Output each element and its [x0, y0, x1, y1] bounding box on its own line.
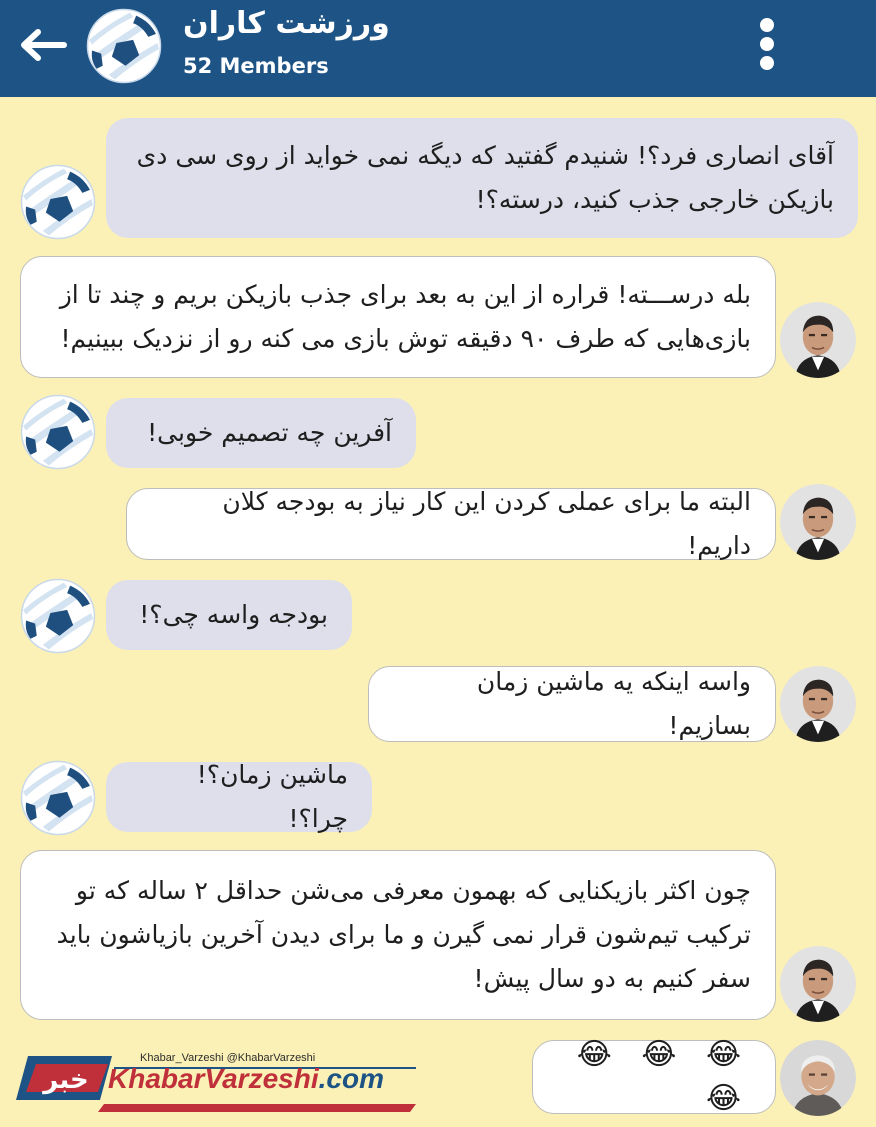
message-bubble: [106, 580, 352, 650]
logo-site-name: [108, 1063, 384, 1095]
coach-avatar: [780, 946, 856, 1022]
ball-avatar: [20, 394, 96, 470]
logo-site-domain: .com: [318, 1063, 384, 1094]
group-avatar[interactable]: [86, 8, 162, 84]
back-arrow-icon[interactable]: [18, 28, 68, 62]
member-count: 52 Members: [183, 54, 329, 78]
official-avatar: [780, 1040, 856, 1116]
more-options-icon[interactable]: [753, 18, 781, 76]
message-line: بازی‌هایی که طرف ۹۰ دقیقه توش بازی می کنه رو از نزدیک ببینیم!: [60, 324, 751, 353]
message-line: چون اکثر بازیکنایی که بهمون معرفی می‌شن حداقل ۲ ساله که تو: [75, 876, 751, 905]
logo-site-text: KhabarVarzeshi: [108, 1063, 319, 1094]
message-line: البته ما برای عملی کردن این کار نیاز به بودجه کلان داریم!: [222, 487, 751, 560]
emoji-reaction: 😂 😂 😂 😂: [576, 1037, 751, 1116]
message-bubble: [20, 256, 776, 378]
logo-mark: خبر: [43, 1065, 89, 1095]
logo-social-handles: Khabar_Varzeshi @KhabarVarzeshi: [140, 1052, 316, 1064]
coach-avatar: [780, 484, 856, 560]
message-line: ماشین زمان؟! چرا؟!: [196, 760, 348, 833]
message-bubble: [126, 488, 776, 560]
ball-avatar: [20, 578, 96, 654]
message-bubble: [532, 1037, 776, 1116]
message-line: آفرین چه تصمیم خوبی!: [147, 418, 392, 447]
coach-avatar: [780, 302, 856, 378]
message-bubble: [20, 850, 776, 1020]
message-bubble: [368, 666, 776, 742]
message-line: بودجه واسه چی؟!: [139, 600, 328, 629]
message-line: بازیکن خارجی جذب کنید، درسته؟!: [475, 185, 834, 214]
message-bubble: [106, 398, 416, 468]
message-bubble: [106, 118, 858, 238]
group-name: ورزشت کاران: [183, 6, 390, 41]
message-line: سفر کنیم به دو سال پیش!: [473, 964, 751, 993]
message-line: بله درســـته! قراره از این به بعد برای جذب بازیکن بریم و چند تا از: [59, 280, 751, 309]
ball-avatar: [20, 164, 96, 240]
message-bubble: [106, 762, 372, 832]
coach-avatar: [780, 666, 856, 742]
message-line: واسه اینکه یه ماشین زمان بسازیم!: [476, 667, 751, 740]
message-line: ترکیب تیم‌شون قرار نمی گیرن و ما برای دیدن آخرین بازیاشون باید: [56, 920, 751, 949]
message-line: آقای انصاری فرد؟! شنیدم گفتید که دیگه نمی خواید از روی سی دی: [136, 141, 834, 170]
ball-avatar: [20, 760, 96, 836]
chat-header: [0, 0, 876, 97]
